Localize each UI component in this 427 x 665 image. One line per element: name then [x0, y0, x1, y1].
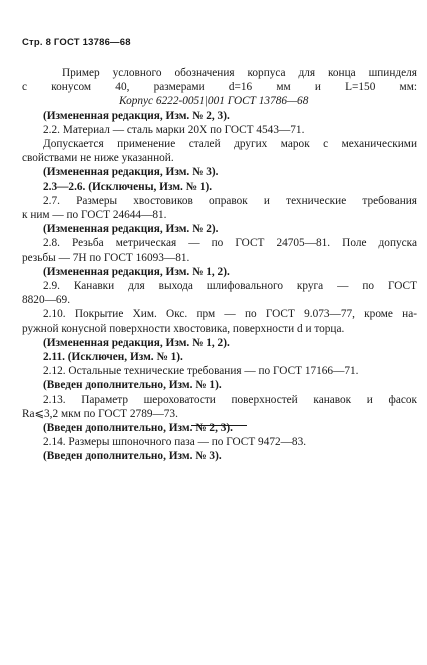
amendment-note: (Измененная редакция, Изм. № 3). [43, 166, 219, 179]
text-line: с конусом 40, размерами d=16 мм и L=150 мм: [22, 81, 417, 94]
page-header: Стр. 8 ГОСТ 13786—68 [22, 37, 131, 48]
amendment-note: (Измененная редакция, Изм. № 2, 3). [43, 109, 230, 122]
text-line: Пример условного обозначения корпуса для конца шпинделя [62, 67, 417, 79]
text-line: резьбы — 7H по ГОСТ 16093—81. [22, 251, 190, 264]
text-line: Допускается применение сталей других марок с механическими [43, 138, 417, 151]
amendment-note: (Измененная редакция, Изм. № 2). [43, 223, 219, 236]
text-line: 2.13. Параметр шероховатости поверхностей канавок и фасок [43, 393, 417, 406]
amendment-note: (Введен дополнительно, Изм. № 3). [43, 450, 222, 463]
text-line: 2.7. Размеры хвостовиков оправок и технические требования [43, 194, 417, 207]
text-line: 2.14. Размеры шпоночного паза — по ГОСТ 9472—83. [43, 436, 307, 449]
amendment-note: (Измененная редакция, Изм. № 1, 2). [43, 265, 230, 278]
text-line: ружной конусной поверхности хвостовика, поверхности d и торца. [22, 322, 345, 335]
text-line: 2.2. Материал — сталь марки 20Х по ГОСТ 4543—71. [43, 123, 305, 136]
text-line: 2.10. Покрытие Хим. Окс. прм — по ГОСТ 9.073—77, кроме на- [43, 308, 417, 321]
amendment-note: (Введен дополнительно, Изм. № 1). [43, 379, 222, 392]
section-divider [191, 425, 247, 426]
text-line: к ним — по ГОСТ 24644—81. [22, 209, 167, 222]
text-line: 2.9. Канавки для выхода шлифовального круга — по ГОСТ [43, 280, 417, 293]
amendment-note: 2.3—2.6. (Исключены, Изм. № 1). [43, 180, 213, 193]
text-line: свойствами не ниже указанной. [22, 152, 174, 165]
text-line: 2.8. Резьба метрическая — по ГОСТ 24705—81. Поле допуска [43, 237, 417, 250]
amendment-note: (Введен дополнительно, Изм. № 2, 3). [43, 422, 233, 435]
text-line: 2.12. Остальные технические требования — по ГОСТ 17166—71. [43, 365, 359, 378]
text-line: Ra⩽3,2 мкм по ГОСТ 2789—73. [22, 407, 178, 420]
amendment-note: 2.11. (Исключен, Изм. № 1). [43, 351, 183, 364]
text-line: 8820—69. [22, 294, 71, 307]
amendment-note: (Измененная редакция, Изм. № 1, 2). [43, 336, 230, 349]
designation-example: Корпус 6222-0051|001 ГОСТ 13786—68 [119, 95, 309, 108]
page-body [22, 66, 417, 464]
